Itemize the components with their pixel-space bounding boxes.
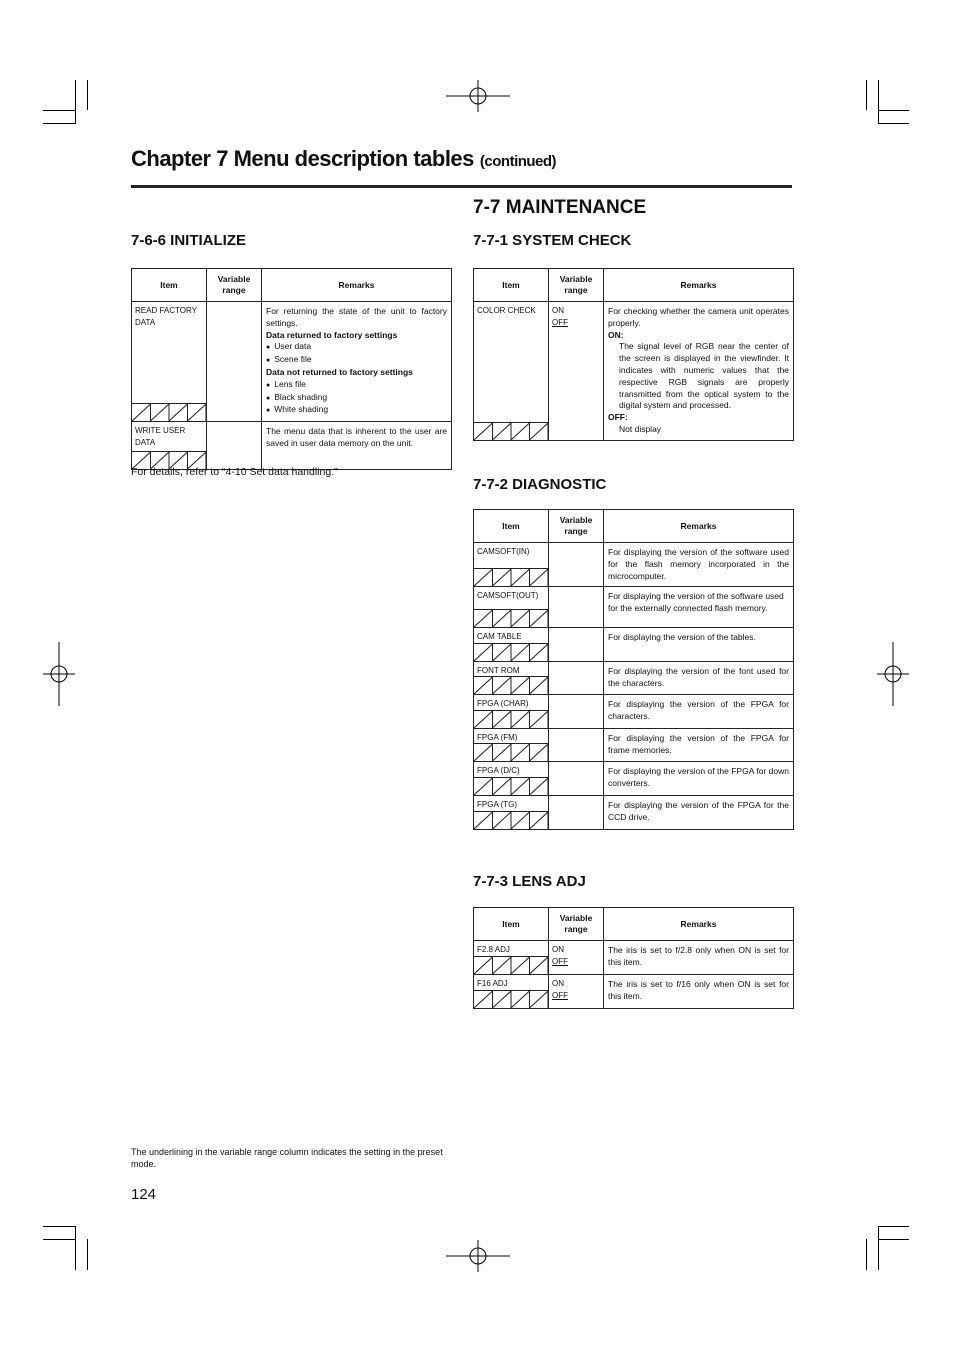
remark-text: For checking whether the camera unit operates properly. ON: The signal level of RGB near the center of the screen is displayed in the viewfinder. It indicates with numeric values that the respective RGB signals are properly transmitted from the optical system to the digital system and processed. OFF: Not display <box>608 306 789 434</box>
initialize-note: For details, refer to “4-10 Set data handling.” <box>131 466 338 478</box>
hatch-pattern-icon <box>474 777 548 795</box>
header-rule <box>131 185 792 188</box>
hatch-pattern-icon <box>474 811 548 829</box>
hatch-pattern-icon <box>474 676 548 694</box>
col-header-item: Item <box>474 510 549 543</box>
item-name: FPGA (D/C) <box>477 766 520 776</box>
col-header-remarks: Remarks <box>262 269 452 302</box>
table-row <box>474 302 794 441</box>
table-row <box>474 762 794 796</box>
table-row <box>474 628 794 662</box>
col-header-remarks: Remarks <box>604 908 794 941</box>
hatch-pattern-icon <box>474 643 548 661</box>
diagnostic-table <box>473 509 794 830</box>
hatch-pattern-icon <box>474 422 548 440</box>
maintenance-heading: 7-7 MAINTENANCE <box>473 197 647 218</box>
preset-value: OFF <box>552 318 568 327</box>
lens-adj-table <box>473 907 794 1009</box>
initialize-table <box>131 268 452 470</box>
diagnostic-heading: 7-7-2 DIAGNOSTIC <box>473 476 607 493</box>
registration-mark-icon <box>446 80 510 112</box>
hatch-pattern-icon <box>474 568 548 586</box>
system-check-table <box>473 268 794 441</box>
col-header-range: Variable range <box>549 908 604 941</box>
item-name: COLOR CHECK <box>477 306 536 315</box>
remark-text: The iris is set to f/2.8 only when ON is set for this item. <box>608 945 789 967</box>
remark-text: For displaying the version of the FPGA for frame memories. <box>608 733 789 756</box>
remark-text: For displaying the version of the tables. <box>608 632 756 643</box>
remark-text: For displaying the version of the software used for the externally connected flash memory. <box>608 591 784 614</box>
preset-value: OFF <box>552 991 568 1000</box>
registration-mark-icon <box>43 642 75 706</box>
remark-text: For displaying the version of the font used for the characters. <box>608 666 789 689</box>
item-name: FONT ROM <box>477 666 520 676</box>
col-header-range: Variable range <box>207 269 262 302</box>
table-row <box>474 941 794 975</box>
lens-adj-heading: 7-7-3 LENS ADJ <box>473 873 586 890</box>
registration-mark-icon <box>446 1240 510 1272</box>
item-name: CAMSOFT(OUT) <box>477 591 539 601</box>
col-header-range: Variable range <box>549 269 604 302</box>
table-row <box>474 975 794 1009</box>
item-name: F2.8 ADJ <box>477 945 510 954</box>
remark-text: The menu data that is inherent to the user are saved in user data memory on the unit. <box>266 426 447 448</box>
remark-text: For returning the state of the unit to factory settings. Data returned to factory settings ● User data ● Scene file Data not returned to factory settings ● Lens file ● Black shading ● White shading <box>262 302 451 421</box>
hatch-pattern-icon <box>474 743 548 761</box>
registration-mark-icon <box>877 642 909 706</box>
table-row <box>474 695 794 729</box>
item-name: F16 ADJ <box>477 979 508 988</box>
item-name: FPGA (TG) <box>477 800 517 810</box>
table-row <box>132 422 452 470</box>
remark-text: For displaying the version of the FPGA for the CCD drive. <box>608 800 789 823</box>
page-number: 124 <box>131 1186 157 1203</box>
table-row <box>474 729 794 762</box>
hatch-pattern-icon <box>474 710 548 728</box>
continued-label: (continued) <box>479 153 557 170</box>
table-row <box>474 543 794 587</box>
col-header-remarks: Remarks <box>604 269 794 302</box>
remark-text: The iris is set to f/16 only when ON is set for this item. <box>608 979 789 1001</box>
hatch-pattern-icon <box>474 990 548 1008</box>
remark-text: For displaying the version of the FPGA for down converters. <box>608 766 789 789</box>
footnote: The underlining in the variable range column indicates the setting in the preset mode. <box>131 1147 443 1169</box>
col-header-range: Variable range <box>549 510 604 543</box>
item-name: WRITE USER DATA <box>135 426 186 448</box>
table-row <box>132 302 452 422</box>
system-check-heading: 7-7-1 SYSTEM CHECK <box>473 232 632 249</box>
variable-range: ON OFF <box>549 302 603 332</box>
item-name: CAM TABLE <box>477 632 522 642</box>
item-name: FPGA (CHAR) <box>477 699 529 709</box>
remark-text: For displaying the version of the FPGA for characters. <box>608 699 789 722</box>
preset-value: OFF <box>552 957 568 966</box>
variable-range: ON OFF <box>549 975 603 1005</box>
col-header-item: Item <box>474 269 549 302</box>
variable-range <box>207 422 261 428</box>
table-row <box>474 587 794 628</box>
item-name: READ FACTORY DATA <box>135 306 197 327</box>
hatch-pattern-icon <box>132 403 206 421</box>
variable-range: ON OFF <box>549 941 603 971</box>
col-header-item: Item <box>474 908 549 941</box>
col-header-remarks: Remarks <box>604 510 794 543</box>
item-name: FPGA (FM) <box>477 733 518 743</box>
table-row <box>474 796 794 830</box>
initialize-heading: 7-6-6 INITIALIZE <box>131 232 247 249</box>
variable-range <box>207 302 261 308</box>
col-header-item: Item <box>132 269 207 302</box>
chapter-title: Chapter 7 Menu description tables (continued) <box>131 146 557 171</box>
hatch-pattern-icon <box>474 956 548 974</box>
remark-text: For displaying the version of the software used for the flash memory incorporated in the microcomputer. <box>608 547 789 581</box>
hatch-pattern-icon <box>474 609 548 627</box>
table-row <box>474 662 794 695</box>
item-name: CAMSOFT(IN) <box>477 547 530 556</box>
